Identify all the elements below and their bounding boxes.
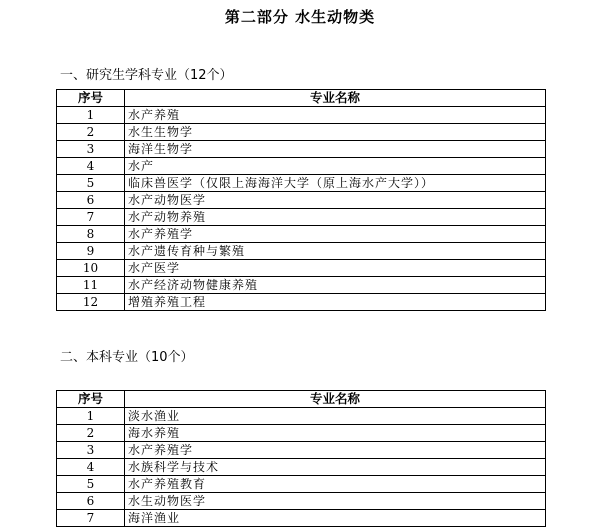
- table-header-row: [57, 391, 546, 408]
- major-name: 水产医学: [125, 260, 546, 277]
- major-name: 水生动物医学: [125, 493, 546, 510]
- section-heading-undergraduate: 二、本科专业（10个）: [60, 350, 194, 365]
- row-number: 4: [57, 158, 125, 175]
- major-name: 水产动物医学: [125, 192, 546, 209]
- table-row: [57, 243, 546, 260]
- major-name: 水生生物学: [125, 124, 546, 141]
- table-row: [57, 476, 546, 493]
- table-row: [57, 192, 546, 209]
- major-name: 淡水渔业: [125, 408, 546, 425]
- major-name: 海洋渔业: [125, 510, 546, 527]
- table-row: [57, 459, 546, 476]
- column-header-name: 专业名称: [125, 90, 546, 107]
- table-row: [57, 209, 546, 226]
- row-number: 3: [57, 442, 125, 459]
- major-name: 水产动物养殖: [125, 209, 546, 226]
- table-row: [57, 141, 546, 158]
- row-number: 2: [57, 124, 125, 141]
- table-row: [57, 493, 546, 510]
- major-name: 水产养殖学: [125, 226, 546, 243]
- row-number: 1: [57, 107, 125, 124]
- table-row: [57, 442, 546, 459]
- table-row: [57, 294, 546, 311]
- table-row: [57, 425, 546, 442]
- row-number: 6: [57, 493, 125, 510]
- row-number: 7: [57, 209, 125, 226]
- section-heading-graduate: 一、研究生学科专业（12个）: [60, 68, 233, 83]
- row-number: 9: [57, 243, 125, 260]
- row-number: 7: [57, 510, 125, 527]
- major-name: 水产遗传育种与繁殖: [125, 243, 546, 260]
- major-name: 水产养殖教育: [125, 476, 546, 493]
- major-name: 水产: [125, 158, 546, 175]
- table-row: [57, 226, 546, 243]
- major-name: 水产养殖学: [125, 442, 546, 459]
- major-name: 海水养殖: [125, 425, 546, 442]
- major-name: 海洋生物学: [125, 141, 546, 158]
- table-row: [57, 124, 546, 141]
- row-number: 12: [57, 294, 125, 311]
- table-row: [57, 107, 546, 124]
- major-name: 水产养殖: [125, 107, 546, 124]
- major-name: 临床兽医学（仅限上海海洋大学（原上海水产大学））: [125, 175, 546, 192]
- column-header-number: 序号: [57, 90, 125, 107]
- table-row: [57, 408, 546, 425]
- undergraduate-majors-table: [56, 390, 546, 527]
- row-number: 4: [57, 459, 125, 476]
- page-title: 第二部分 水生动物类: [224, 8, 376, 26]
- table-row: [57, 260, 546, 277]
- row-number: 5: [57, 476, 125, 493]
- major-name: 增殖养殖工程: [125, 294, 546, 311]
- row-number: 2: [57, 425, 125, 442]
- row-number: 8: [57, 226, 125, 243]
- table-row: [57, 175, 546, 192]
- column-header-name: 专业名称: [125, 391, 546, 408]
- major-name: 水族科学与技术: [125, 459, 546, 476]
- major-name: 水产经济动物健康养殖: [125, 277, 546, 294]
- graduate-majors-table: [56, 89, 546, 311]
- row-number: 1: [57, 408, 125, 425]
- table-row: [57, 158, 546, 175]
- row-number: 5: [57, 175, 125, 192]
- row-number: 10: [57, 260, 125, 277]
- row-number: 3: [57, 141, 125, 158]
- column-header-number: 序号: [57, 391, 125, 408]
- table-row: [57, 277, 546, 294]
- table-header-row: [57, 90, 546, 107]
- row-number: 11: [57, 277, 125, 294]
- table-row: [57, 510, 546, 527]
- row-number: 6: [57, 192, 125, 209]
